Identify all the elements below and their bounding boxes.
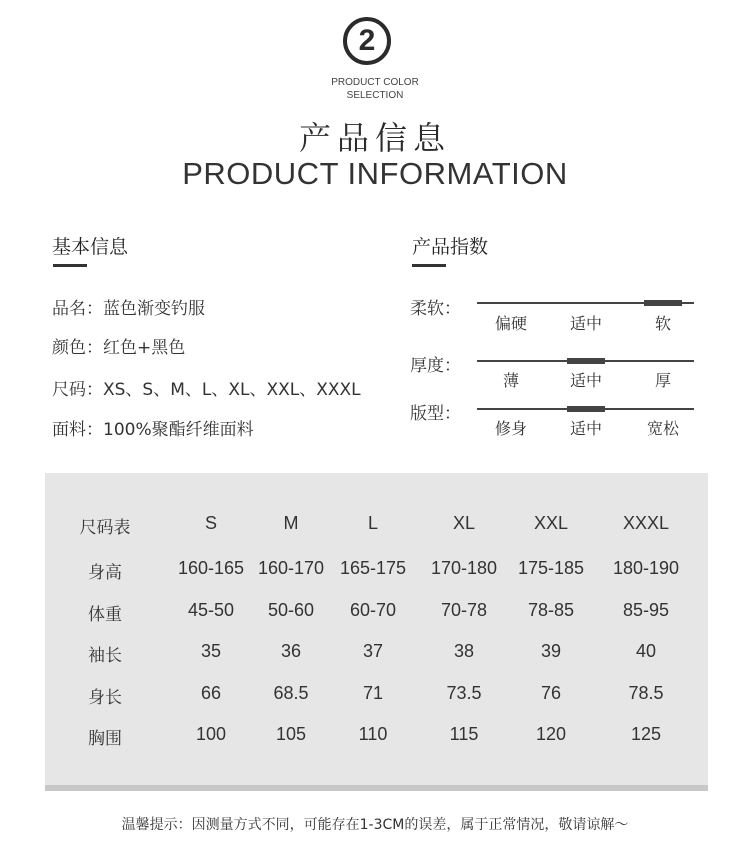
size-table-cell: 170-180: [430, 558, 498, 578]
size-table-row-label: 身长: [88, 688, 122, 708]
size-table-cell: 50-60: [267, 600, 315, 620]
page-title-cn: 产品信息: [298, 119, 451, 157]
index-softness-option-3: 软: [654, 314, 671, 333]
size-table-cell: 68.5: [273, 683, 309, 703]
index-thickness-option-1: 薄: [502, 371, 519, 390]
index-fit-marker: [567, 406, 605, 412]
size-table-cell: 165-175: [339, 558, 407, 578]
size-table-cell: 85-95: [622, 600, 670, 620]
size-table-cell: 70-78: [440, 600, 488, 620]
info-sizes: 尺码：XS、S、M、L、XL、XXL、XXXL: [52, 380, 361, 400]
product-index-underline: [412, 264, 446, 267]
index-thickness-marker: [567, 358, 605, 364]
step-caption: [0, 76, 750, 102]
step-number-badge: [343, 17, 391, 65]
index-softness-option-2: 适中: [569, 314, 602, 333]
size-table-cell: 100: [195, 724, 227, 744]
size-table-row-label: 袖长: [88, 646, 122, 666]
size-table-header-cell: S: [204, 513, 217, 533]
size-table-cell: 180-190: [612, 558, 680, 578]
index-fit-option-1: 修身: [494, 419, 527, 438]
info-product-name: 品名：蓝色渐变钓服: [52, 299, 205, 319]
measurement-note: 温馨提示：因测量方式不同，可能存在1-3CM的误差，属于正常情况，敬请谅解～: [121, 817, 629, 833]
step-number: 2: [358, 24, 376, 57]
size-table-cell: 125: [630, 724, 662, 744]
index-thickness-option-2: 适中: [569, 371, 602, 390]
step-caption-line2: SELECTION: [346, 90, 404, 101]
info-color: 颜色：红色+黑色: [52, 338, 186, 358]
size-table-cell: 78-85: [527, 600, 575, 620]
size-table: [45, 473, 708, 791]
size-table-cell: 73.5: [446, 683, 482, 703]
size-table-header-cell: XXL: [533, 513, 569, 533]
size-table-cell: 66: [200, 683, 222, 703]
index-softness-label: 柔软：: [410, 299, 461, 319]
size-table-header-cell: L: [367, 513, 378, 533]
size-table-header-cell: XXXL: [622, 513, 670, 533]
size-table-cell: 39: [540, 641, 562, 661]
size-table-cell: 175-185: [517, 558, 585, 578]
size-table-cell: 37: [362, 641, 384, 661]
size-table-row-label: 胸围: [88, 729, 122, 749]
size-table-cell: 115: [449, 724, 479, 744]
basic-info-underline: [53, 264, 87, 267]
size-table-cell: 45-50: [187, 600, 235, 620]
basic-info-title: 基本信息: [52, 236, 129, 258]
index-fit-label: 版型：: [410, 404, 461, 424]
index-thickness-option-3: 厚: [654, 371, 671, 390]
info-fabric: 面料：100%聚酯纤维面料: [52, 420, 254, 440]
size-table-row-label: 体重: [88, 605, 122, 625]
size-table-row-label: 身高: [88, 563, 122, 583]
index-fit-option-3: 宽松: [646, 419, 679, 438]
page-title-en: PRODUCT INFORMATION: [182, 156, 568, 191]
size-table-header-cell: M: [283, 513, 299, 533]
size-table-cell: 35: [200, 641, 222, 661]
index-fit-option-2: 适中: [569, 419, 602, 438]
size-table-cell: 110: [358, 724, 388, 744]
step-caption-line1: PRODUCT COLOR: [331, 77, 419, 88]
index-thickness-label: 厚度：: [410, 356, 461, 376]
size-table-cell: 60-70: [349, 600, 397, 620]
size-table-cell: 38: [453, 641, 475, 661]
size-table-cell: 78.5: [628, 683, 664, 703]
size-table-header-cell: XL: [452, 513, 476, 533]
index-softness-marker: [644, 300, 682, 306]
size-table-cell: 105: [275, 724, 307, 744]
size-table-cell: 36: [280, 641, 302, 661]
size-table-cell: 160-170: [257, 558, 325, 578]
index-softness-option-1: 偏硬: [494, 314, 527, 333]
size-table-cell: 120: [535, 724, 567, 744]
size-table-cell: 71: [362, 683, 384, 703]
size-table-cell: 160-165: [177, 558, 245, 578]
size-table-cell: 76: [540, 683, 562, 703]
product-index-title: 产品指数: [412, 236, 489, 258]
size-table-cell: 40: [635, 641, 657, 661]
size-table-header-label: 尺码表: [79, 518, 131, 538]
